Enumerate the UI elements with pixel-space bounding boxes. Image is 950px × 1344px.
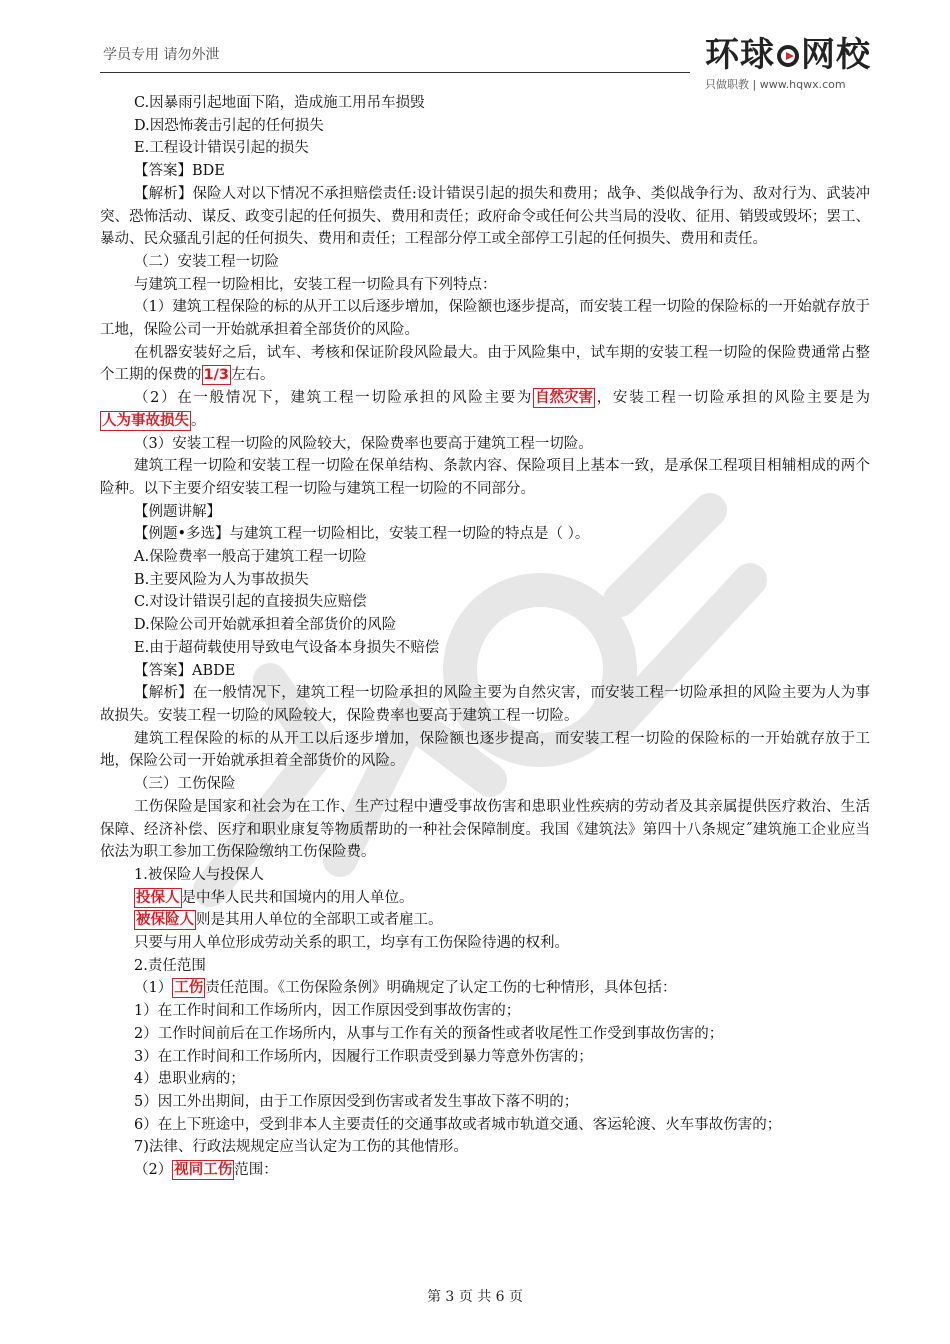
highlight-term: 1/3 xyxy=(203,367,229,384)
section-heading: （二）安装工程一切险 xyxy=(134,253,279,270)
text-run: 责任范围。《工伤保险条例》明确规定了认定工伤的七种情形，具体包括： xyxy=(205,980,677,997)
paragraph xyxy=(100,909,870,932)
header-notice: 学员专用 请勿外泄 xyxy=(103,47,220,63)
option-d: D.因恐怖袭击引起的任何损失 xyxy=(134,117,324,134)
paragraph xyxy=(100,977,870,1000)
highlight-term: 投保人 xyxy=(136,889,180,906)
brand-logo xyxy=(705,36,873,92)
text-run: 范围： xyxy=(234,1162,278,1179)
text-run: ，安装工程一切险承担的风险主要是为 xyxy=(595,390,871,407)
paragraph: 只要与用人单位形成劳动关系的职工，均享有工伤保险待遇的权利。 xyxy=(134,935,569,952)
text-run: 则是其用人单位的全部职工或者雇工。 xyxy=(196,912,443,929)
logo-wordmark xyxy=(705,36,873,74)
paragraph: 与建筑工程一切险相比，安装工程一切险具有下列特点： xyxy=(134,276,497,293)
play-icon xyxy=(777,45,799,67)
list-item: 5）因工外出期间，由于工作原因受到伤害或者发生事故下落不明的； xyxy=(134,1093,579,1110)
list-item: 2）工作时间前后在工作场所内，从事与工作有关的预备性或者收尾性工作受到事故伤害的； xyxy=(134,1025,724,1042)
option-a: A.保险费率一般高于建筑工程一切险 xyxy=(134,549,367,566)
example-question: 【例题•多选】与建筑工程一切险相比，安装工程一切险的特点是（ ）。 xyxy=(134,526,590,543)
option-c: C.对设计错误引起的直接损失应赔偿 xyxy=(134,594,367,611)
highlight-term: 工伤 xyxy=(174,980,204,997)
answer: 【答案】BDE xyxy=(134,163,225,180)
paragraph xyxy=(100,887,870,910)
header-divider xyxy=(100,72,690,73)
subsection-heading: 1.被保险人与投保人 xyxy=(134,866,264,883)
text-run: 在机器安装好之后，试车、考核和保证阶段风险最大。由于风险集中，试车期的安装工程一切险的保险费通常占整个工期的保费的 xyxy=(100,344,870,384)
analysis: 【解析】在一般情况下，建筑工程一切险承担的风险主要为自然灾害，而安装工程一切险承担的风险主要为人为事故损失。安装工程一切险的风险较大，保险费率也要高于建筑工程一切险。 xyxy=(100,685,870,724)
highlight-term: 被保险人 xyxy=(136,912,194,929)
paragraph xyxy=(100,1159,870,1182)
paragraph: （1）建筑工程保险的标的从开工以后逐步增加，保险额也逐步提高，而安装工程一切险的保险标的一开始就存放于工地，保险公司一开始就承担着全部货价的风险。 xyxy=(100,299,870,339)
logo-tagline: 只做职教 | www.hqwx.com xyxy=(705,78,846,91)
text-run: 是中华人民共和国境内的用人单位。 xyxy=(181,889,414,906)
section-heading: （三）工伤保险 xyxy=(134,776,236,793)
logo-part1: 环球 xyxy=(705,35,775,75)
highlight-term: 视同工伤 xyxy=(174,1162,233,1179)
example-heading: 【例题讲解】 xyxy=(134,503,221,520)
text-run: （2） xyxy=(134,1162,173,1179)
text-run: 左右。 xyxy=(230,367,275,384)
list-item: 1）在工作时间和工作场所内，因工作原因受到事故伤害的； xyxy=(134,1003,521,1020)
text-run: （1） xyxy=(134,980,173,997)
option-c: C.因暴雨引起地面下陷，造成施工用吊车损毁 xyxy=(134,95,425,111)
text-run: 。 xyxy=(191,412,206,429)
option-b: B.主要风险为人为事故损失 xyxy=(134,571,309,588)
analysis: 【解析】保险人对以下情况不承担赔偿责任:设计错误引起的损失和费用；战争、类似战争行为、敌对行为、武装冲突、恐怖活动、谋反、政变引起的任何损失、费用和责任；政府命令或任何公共当局的没收、征用、销毁或毁坏；罢工、暴动、民众骚乱引起的任何损失、费用和责任；工程部分停工或全部停工引起的任何损失、费用和责任。 xyxy=(100,185,870,248)
paragraph xyxy=(100,387,870,432)
highlight-term: 自然灾害 xyxy=(535,390,594,407)
paragraph xyxy=(100,342,870,387)
option-d: D.保险公司开始就承担着全部货价的风险 xyxy=(134,617,397,634)
paragraph: （3）安装工程一切险的风险较大，保险费率也要高于建筑工程一切险。 xyxy=(134,435,593,452)
list-item: 4）患职业病的； xyxy=(134,1071,245,1088)
paragraph: 建筑工程一切险和安装工程一切险在保单结构、条款内容、保险项目上基本一致，是承保工程项目相辅相成的两个险种。以下主要介绍安装工程一切险与建筑工程一切险的不同部分。 xyxy=(100,458,870,497)
list-item: 6）在上下班途中，受到非本人主要责任的交通事故或者城市轨道交通、客运轮渡、火车事故伤害的； xyxy=(134,1116,782,1133)
logo-part2: 网校 xyxy=(801,35,871,75)
subsection-heading: 2.责任范围 xyxy=(134,957,206,974)
document-body xyxy=(100,92,870,1182)
page-number: 第 3 页 共 6 页 xyxy=(426,1289,524,1305)
option-e: E.工程设计错误引起的损失 xyxy=(134,140,309,157)
answer: 【答案】ABDE xyxy=(134,662,236,679)
paragraph: 建筑工程保险的标的从开工以后逐步增加，保险额也逐步提高，而安装工程一切险的保险标的一开始就存放于工地，保险公司一开始就承担着全部货价的风险。 xyxy=(100,730,870,770)
highlight-term: 人为事故损失 xyxy=(102,412,189,429)
paragraph: 工伤保险是国家和社会为在工作、生产过程中遭受事故伤害和患职业性疾病的劳动者及其亲属提供医疗救治、生活保障、经济补偿、医疗和职业康复等物质帮助的一种社会保障制度。我国《建筑法》第四十八条规定˝建筑施工企业应当依法为职工参加工伤保险缴纳工伤保险费。 xyxy=(100,798,870,861)
list-item: 7)法律、行政法规规定应当认定为工伤的其他情形。 xyxy=(134,1139,468,1156)
text-run: （2）在一般情况下，建筑工程一切险承担的风险主要为 xyxy=(134,390,534,407)
option-e: E.由于超荷载使用导致电气设备本身损失不赔偿 xyxy=(134,639,440,656)
list-item: 3）在工作时间和工作场所内，因履行工作职责受到暴力等意外伤害的； xyxy=(134,1048,593,1065)
